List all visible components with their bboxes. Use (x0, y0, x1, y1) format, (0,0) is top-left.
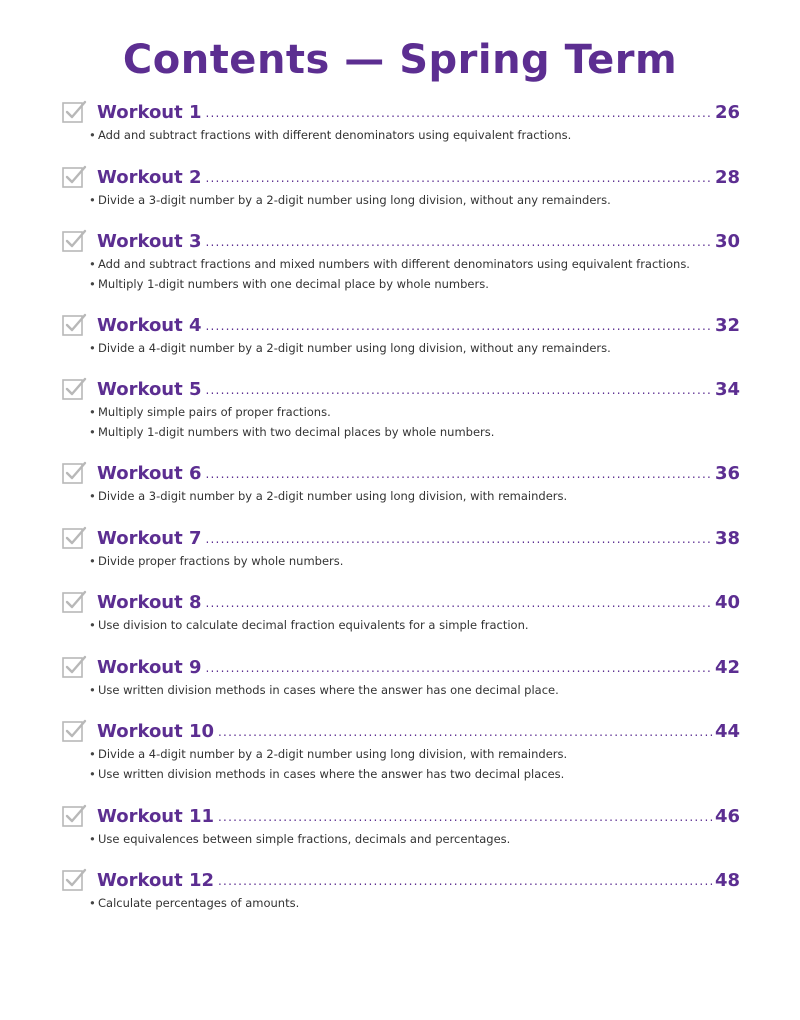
objective-list (62, 126, 740, 146)
objective-list (62, 552, 740, 572)
objective-list (62, 681, 740, 701)
objective-item (89, 894, 740, 914)
objective-item (89, 275, 740, 295)
toc-entry-heading (62, 526, 740, 552)
toc-entry-heading (62, 377, 740, 403)
objective-text: Divide proper fractions by whole numbers. (98, 554, 344, 568)
workout-title: Workout 10 (97, 721, 215, 742)
objective-item (89, 403, 740, 423)
objective-item (89, 765, 740, 785)
objective-item (89, 745, 740, 765)
objective-item (89, 339, 740, 359)
toc-entry-title-line (97, 804, 740, 830)
dot-leader (206, 313, 713, 339)
toc-entry (62, 461, 740, 507)
workout-title: Workout 12 (97, 870, 215, 891)
dot-leader (206, 377, 713, 403)
objective-item (89, 191, 740, 211)
objective-text: Use equivalences between simple fractions, decimals and percentages. (98, 832, 511, 846)
toc-entry (62, 804, 740, 850)
objective-text: Add and subtract fractions with different denominators using equivalent fractions. (98, 128, 572, 142)
toc-entry-heading (62, 313, 740, 339)
objective-text: Calculate percentages of amounts. (98, 896, 300, 910)
workout-title: Workout 8 (97, 592, 202, 613)
bullet-icon: • (89, 618, 96, 632)
bullet-icon: • (89, 766, 96, 781)
objective-item (89, 255, 740, 275)
objective-text: Divide a 3-digit number by a 2-digit number using long division, without any remainders. (98, 193, 611, 207)
dot-leader (206, 165, 713, 191)
bullet-icon: • (89, 683, 96, 697)
toc-entry-title-line (97, 229, 740, 255)
dot-leader (206, 590, 713, 616)
page-number: 40 (714, 592, 740, 613)
toc-entry (62, 100, 740, 146)
dot-leader (206, 100, 713, 126)
objective-item (89, 423, 740, 443)
objective-text: Use written division methods in cases where the answer has one decimal place. (98, 683, 559, 697)
toc-entry (62, 229, 740, 294)
workout-title: Workout 7 (97, 528, 202, 549)
objective-list (62, 830, 740, 850)
page-number: 42 (714, 657, 740, 678)
toc-entry-heading (62, 868, 740, 894)
dot-leader (218, 719, 713, 745)
page-number: 48 (714, 870, 740, 891)
toc-entry-heading (62, 804, 740, 830)
bullet-icon: • (89, 257, 96, 271)
objective-text: Multiply 1-digit numbers with one decimal place by whole numbers. (98, 276, 489, 291)
toc-entry (62, 868, 740, 914)
toc-entry (62, 655, 740, 701)
objective-text: Add and subtract fractions and mixed numbers with different denominators using equivalent fractions. (98, 257, 690, 271)
toc-entry-title-line (97, 868, 740, 894)
objective-text: Divide a 4-digit number by a 2-digit number using long division, without any remainders. (98, 341, 611, 355)
toc-entry (62, 719, 740, 784)
page-number: 44 (714, 721, 740, 742)
page-number: 36 (714, 463, 740, 484)
dot-leader (206, 229, 713, 255)
page-number: 26 (714, 102, 740, 123)
dot-leader (206, 461, 713, 487)
workout-title: Workout 3 (97, 231, 202, 252)
toc-entry-title-line (97, 100, 740, 126)
workout-title: Workout 1 (97, 102, 202, 123)
workout-title: Workout 5 (97, 379, 202, 400)
objective-item (89, 681, 740, 701)
toc-entry (62, 165, 740, 211)
objective-item (89, 126, 740, 146)
bullet-icon: • (89, 405, 96, 419)
objective-text: Multiply 1-digit numbers with two decimal places by whole numbers. (98, 424, 495, 439)
objective-list (62, 403, 740, 442)
checked-box-icon[interactable] (62, 868, 84, 890)
page-number: 32 (714, 315, 740, 336)
toc-entry-title-line (97, 526, 740, 552)
workout-title: Workout 2 (97, 167, 202, 188)
toc-entry-title-line (97, 719, 740, 745)
objective-list (62, 339, 740, 359)
bullet-icon: • (89, 341, 96, 355)
objective-text: Use division to calculate decimal fraction equivalents for a simple fraction. (98, 618, 529, 632)
objective-list (62, 616, 740, 636)
bullet-icon: • (89, 489, 96, 503)
checked-box-icon[interactable] (62, 461, 84, 483)
toc-entry-heading (62, 100, 740, 126)
toc-entry-title-line (97, 461, 740, 487)
bullet-icon: • (89, 276, 96, 291)
objective-item (89, 830, 740, 850)
checked-box-icon[interactable] (62, 526, 84, 548)
objective-text: Divide a 3-digit number by a 2-digit number using long division, with remainders. (98, 489, 568, 503)
objective-list (62, 191, 740, 211)
checked-box-icon[interactable] (62, 655, 84, 677)
toc-entry-heading (62, 719, 740, 745)
objective-text: Use written division methods in cases where the answer has two decimal places. (98, 766, 565, 781)
toc-entry-title-line (97, 590, 740, 616)
dot-leader (218, 804, 713, 830)
dot-leader (206, 655, 713, 681)
dot-leader (218, 868, 713, 894)
toc-entry (62, 313, 740, 359)
objective-list (62, 255, 740, 294)
checked-box-icon[interactable] (62, 377, 84, 399)
bullet-icon: • (89, 424, 96, 439)
toc-entry-heading (62, 165, 740, 191)
toc-entry-heading (62, 655, 740, 681)
bullet-icon: • (89, 832, 96, 846)
toc-entry-title-line (97, 165, 740, 191)
toc-entry-heading (62, 229, 740, 255)
toc-entry-heading (62, 590, 740, 616)
page-number: 46 (714, 806, 740, 827)
objective-list (62, 487, 740, 507)
workout-title: Workout 11 (97, 806, 215, 827)
page-number: 30 (714, 231, 740, 252)
workout-title: Workout 6 (97, 463, 202, 484)
bullet-icon: • (89, 896, 96, 910)
toc-entry (62, 590, 740, 636)
objective-list (62, 894, 740, 914)
toc-entry-title-line (97, 655, 740, 681)
page-number: 34 (714, 379, 740, 400)
checked-box-icon[interactable] (62, 804, 84, 826)
workout-title: Workout 4 (97, 315, 202, 336)
bullet-icon: • (89, 193, 96, 207)
bullet-icon: • (89, 128, 96, 142)
checked-box-icon[interactable] (62, 229, 84, 251)
objective-item (89, 487, 740, 507)
objective-item (89, 616, 740, 636)
page-number: 28 (714, 167, 740, 188)
toc-entry (62, 526, 740, 572)
workout-title: Workout 9 (97, 657, 202, 678)
checked-box-icon[interactable] (62, 100, 84, 122)
toc-entry-title-line (97, 313, 740, 339)
toc-entry-heading (62, 461, 740, 487)
page-title: Contents — Spring Term (122, 37, 678, 83)
checked-box-icon[interactable] (62, 313, 84, 335)
toc-entry-title-line (97, 377, 740, 403)
objective-text: Divide a 4-digit number by a 2-digit number using long division, with remainders. (98, 747, 568, 761)
toc-entry (62, 377, 740, 442)
objective-text: Multiply simple pairs of proper fractions. (98, 405, 331, 419)
checked-box-icon[interactable] (62, 165, 84, 187)
checked-box-icon[interactable] (62, 590, 84, 612)
bullet-icon: • (89, 554, 96, 568)
checked-box-icon[interactable] (62, 719, 84, 741)
bullet-icon: • (89, 747, 96, 761)
page-number: 38 (714, 528, 740, 549)
dot-leader (206, 526, 713, 552)
objective-item (89, 552, 740, 572)
objective-list (62, 745, 740, 784)
